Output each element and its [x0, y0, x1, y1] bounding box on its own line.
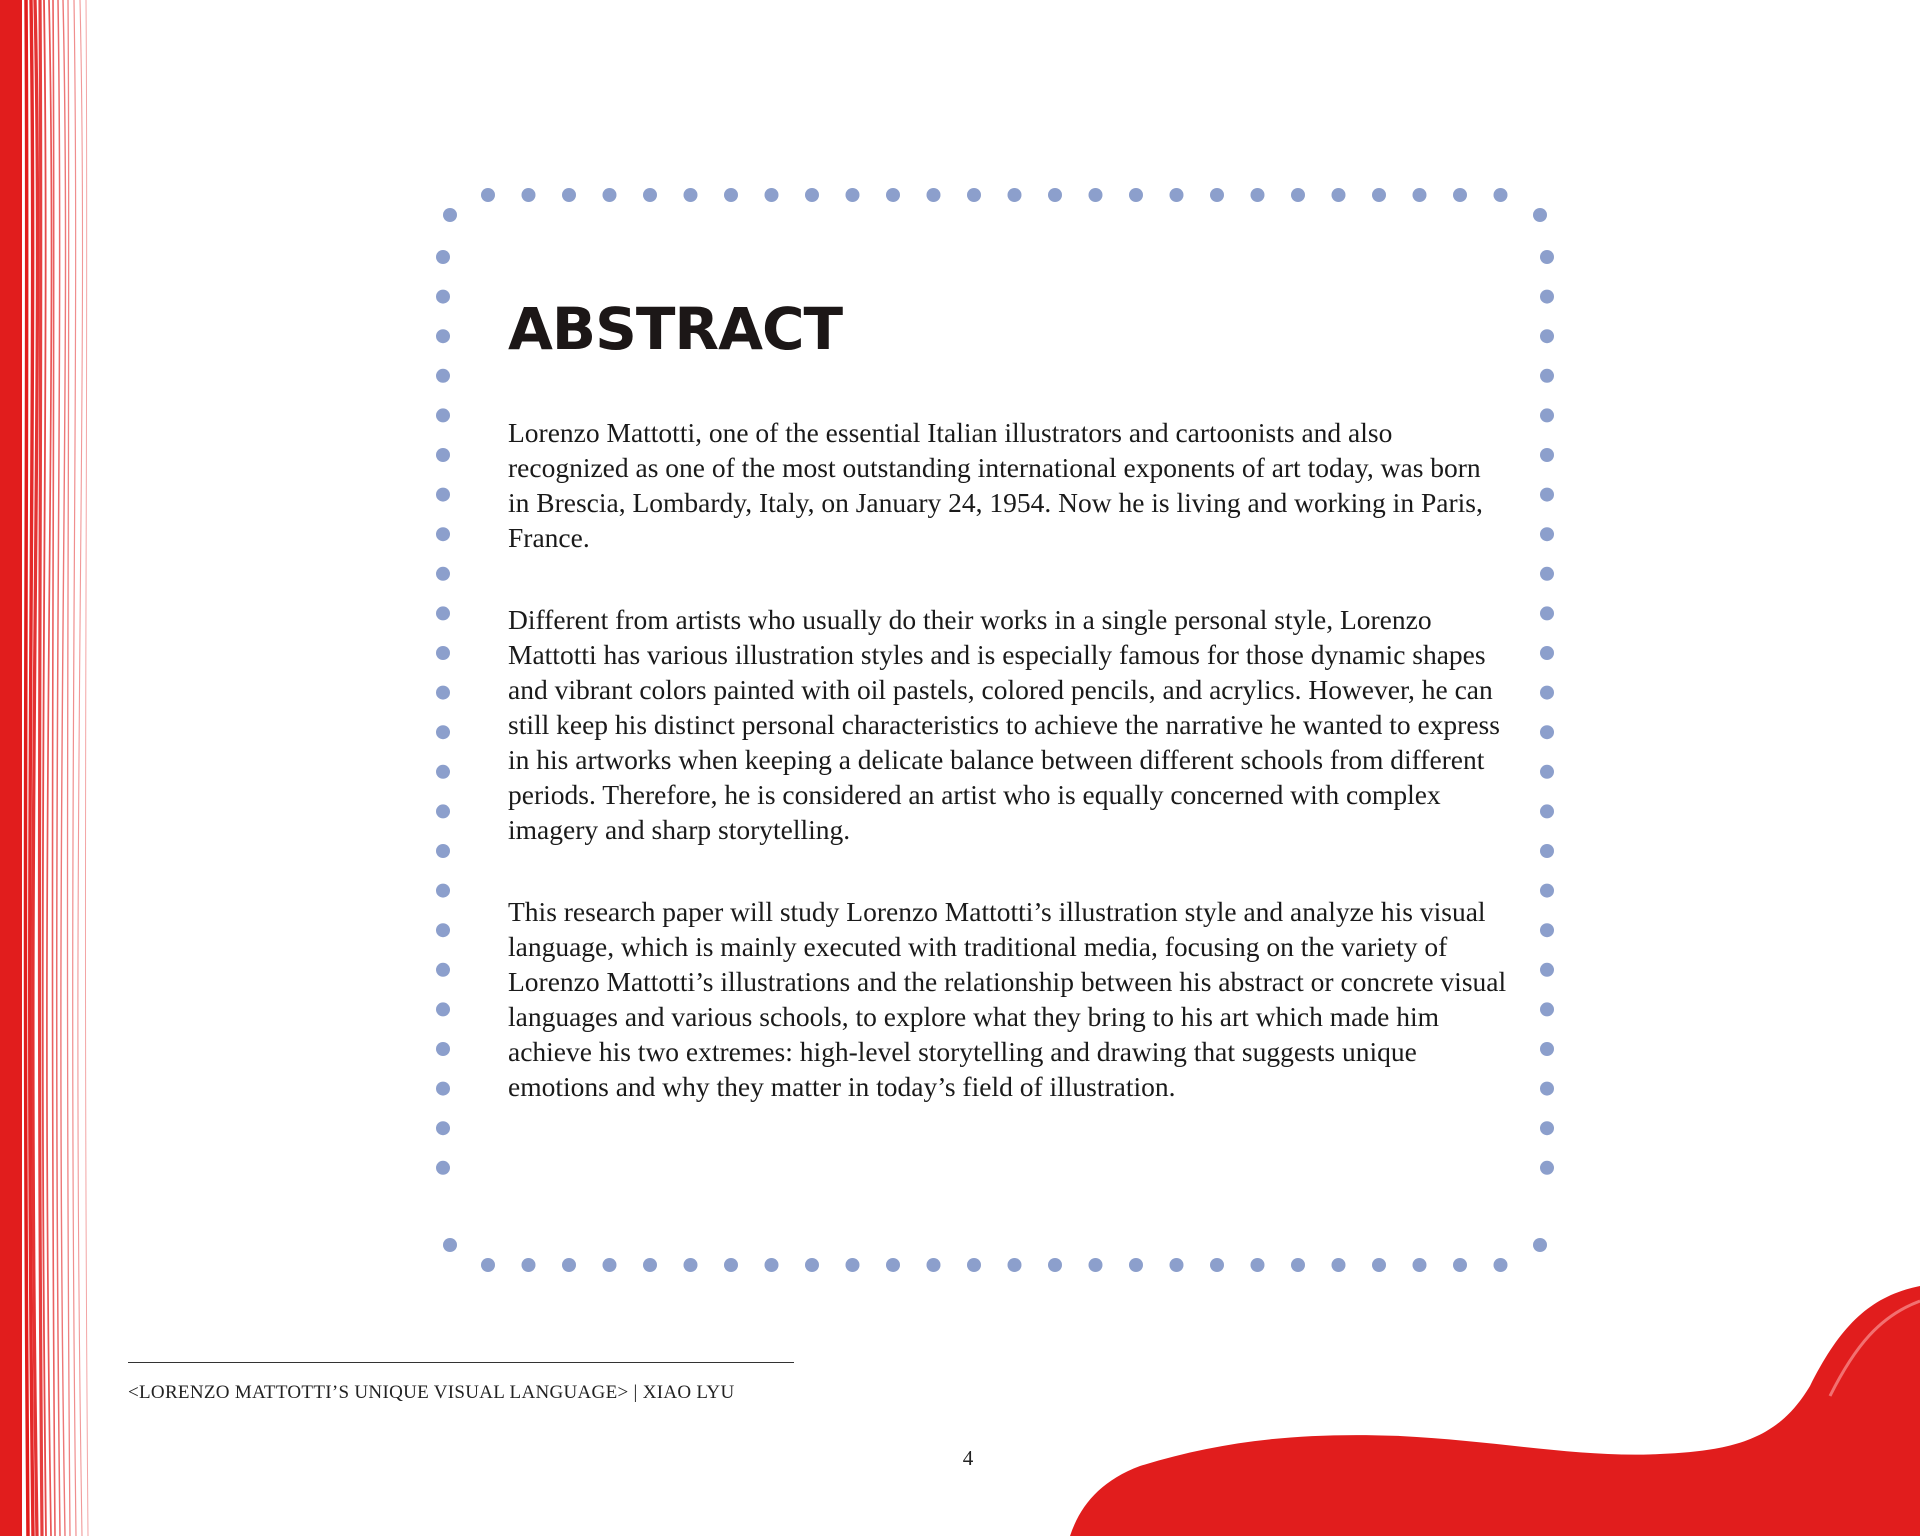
frame-dot [1540, 1121, 1554, 1135]
frame-dot [1008, 188, 1022, 202]
frame-dot [1129, 188, 1143, 202]
frame-dot [967, 1258, 981, 1272]
frame-dot [436, 567, 450, 581]
frame-dot [1332, 188, 1346, 202]
stripe-line [73, 0, 76, 1536]
frame-dot [1540, 725, 1554, 739]
frame-dot [1413, 1258, 1427, 1272]
footer-divider [128, 1362, 794, 1363]
frame-dot [643, 1258, 657, 1272]
page-number: 4 [962, 1446, 974, 1470]
frame-dot [436, 844, 450, 858]
frame-dot [1533, 1238, 1547, 1252]
frame-dot [967, 188, 981, 202]
frame-dot [886, 188, 900, 202]
frame-dot [1540, 1042, 1554, 1056]
frame-dot [1540, 488, 1554, 502]
frame-dot [603, 1258, 617, 1272]
frame-dot [1413, 188, 1427, 202]
section-title: ABSTRACT [508, 295, 843, 363]
red-stripes-decoration [0, 0, 95, 1536]
frame-dot [1540, 884, 1554, 898]
frame-dot [1372, 188, 1386, 202]
frame-dot [1540, 646, 1554, 660]
frame-dot [1251, 188, 1265, 202]
frame-dot [436, 686, 450, 700]
frame-dot [1494, 1258, 1508, 1272]
frame-dot [436, 646, 450, 660]
stripe-line [78, 0, 83, 1536]
frame-dot [1540, 804, 1554, 818]
red-brush-blob-decoration [1020, 1236, 1920, 1536]
stripe-line [47, 0, 52, 1536]
frame-dot [846, 1258, 860, 1272]
frame-dot [765, 1258, 779, 1272]
frame-dot [1540, 686, 1554, 700]
frame-dot [436, 1121, 450, 1135]
frame-dot [1332, 1258, 1346, 1272]
abstract-paragraph-1: Lorenzo Mattotti, one of the essential Italian illustrators and cartoonists and also recognized as one of the most outstanding international exponents of art today, was born in Brescia, Lombardy, Italy, on January 24, 1954. Now he is living and working in Paris, France. [508, 417, 1483, 553]
stripe-line [43, 0, 46, 1536]
frame-dot [436, 1042, 450, 1056]
abstract-paragraph-2: Different from artists who usually do their works in a single personal style, Lorenzo Mattotti has various illustration styles and is especially famous for those dynamic shapes and vibrant colors painted with oil pastels, colored pencils, and acrylics. However, he can still keep his distinct personal characteristics to achieve the narrative he wanted to express in his artworks when keeping a delicate balance between different schools from different periods. Therefore, he is considered an artist who is equally concerned with complex imagery and sharp storytelling. [508, 604, 1500, 845]
frame-dot [1540, 606, 1554, 620]
frame-dot [1540, 923, 1554, 937]
frame-dot [522, 1258, 536, 1272]
frame-dot [562, 1258, 576, 1272]
frame-dot [436, 1082, 450, 1096]
stripe-line [67, 0, 70, 1536]
frame-dot [724, 1258, 738, 1272]
frame-dot [1540, 250, 1554, 264]
frame-dot [436, 329, 450, 343]
frame-dot [436, 884, 450, 898]
frame-dot [846, 188, 860, 202]
frame-dot [436, 290, 450, 304]
frame-dot [436, 725, 450, 739]
frame-dot [1251, 1258, 1265, 1272]
frame-dot [1008, 1258, 1022, 1272]
frame-dot [1048, 1258, 1062, 1272]
frame-dot [436, 527, 450, 541]
frame-dot [436, 923, 450, 937]
frame-dot [603, 188, 617, 202]
frame-dot [436, 963, 450, 977]
frame-dot [1540, 527, 1554, 541]
frame-dot [436, 804, 450, 818]
frame-dot [1540, 1002, 1554, 1016]
frame-dot [1540, 329, 1554, 343]
frame-dot [1170, 188, 1184, 202]
frame-dot [684, 1258, 698, 1272]
stripe-line [61, 0, 66, 1536]
frame-dot [443, 1238, 457, 1252]
frame-dot [805, 1258, 819, 1272]
frame-dot [522, 188, 536, 202]
frame-dot [1291, 1258, 1305, 1272]
frame-dot [1533, 208, 1547, 222]
frame-dot [1540, 408, 1554, 422]
frame-dot [1540, 765, 1554, 779]
frame-dot [1540, 1082, 1554, 1096]
frame-dot [436, 1002, 450, 1016]
stripe-line [25, 0, 28, 1536]
frame-dot [1170, 1258, 1184, 1272]
frame-dot [927, 1258, 941, 1272]
frame-dot [436, 369, 450, 383]
frame-dot [765, 188, 779, 202]
frame-dot [1494, 188, 1508, 202]
frame-dot [1089, 188, 1103, 202]
running-header: <LORENZO MATTOTTI’S UNIQUE VISUAL LANGUAGE> | XIAO LYU [128, 1382, 735, 1403]
frame-dot [436, 448, 450, 462]
stripe-line [85, 0, 88, 1536]
frame-dot [436, 250, 450, 264]
abstract-section [508, 295, 1508, 1104]
frame-dot [1210, 188, 1224, 202]
abstract-paragraph-3: This research paper will study Lorenzo Mattotti’s illustration style and analyze his visual language, which is mainly executed with traditional media, focusing on the variety of Lorenzo Mattotti’s illustrations and the relationship between his abstract or concrete visual languages and various schools, to explore what they bring to his art which made him achieve his two extremes: high-level storytelling and drawing that suggests unique emotions and why they matter in today’s field of illustration. [508, 896, 1507, 1102]
frame-dot [436, 408, 450, 422]
frame-dot [1540, 844, 1554, 858]
frame-dot [1540, 1161, 1554, 1175]
frame-dot [562, 188, 576, 202]
stripe-line [57, 0, 60, 1536]
frame-dot [1540, 290, 1554, 304]
stripe-line [39, 0, 42, 1536]
frame-dot [1129, 1258, 1143, 1272]
frame-dot [436, 1161, 450, 1175]
frame-dot [684, 188, 698, 202]
frame-dot [1048, 188, 1062, 202]
stripe-line [52, 0, 55, 1536]
frame-dot [436, 765, 450, 779]
frame-dot [643, 188, 657, 202]
frame-dot [436, 488, 450, 502]
frame-dot [1453, 188, 1467, 202]
frame-dot [436, 606, 450, 620]
frame-dot [1540, 448, 1554, 462]
frame-dot [1540, 369, 1554, 383]
frame-dot [1291, 188, 1305, 202]
frame-dot [1540, 963, 1554, 977]
frame-dot [805, 188, 819, 202]
frame-dot [724, 188, 738, 202]
frame-dot [1453, 1258, 1467, 1272]
frame-dot [481, 188, 495, 202]
frame-dot [1089, 1258, 1103, 1272]
frame-dot [481, 1258, 495, 1272]
frame-dot [1540, 567, 1554, 581]
frame-dot [1372, 1258, 1386, 1272]
frame-dot [886, 1258, 900, 1272]
frame-dot [443, 208, 457, 222]
frame-dot [927, 188, 941, 202]
frame-dot [1210, 1258, 1224, 1272]
